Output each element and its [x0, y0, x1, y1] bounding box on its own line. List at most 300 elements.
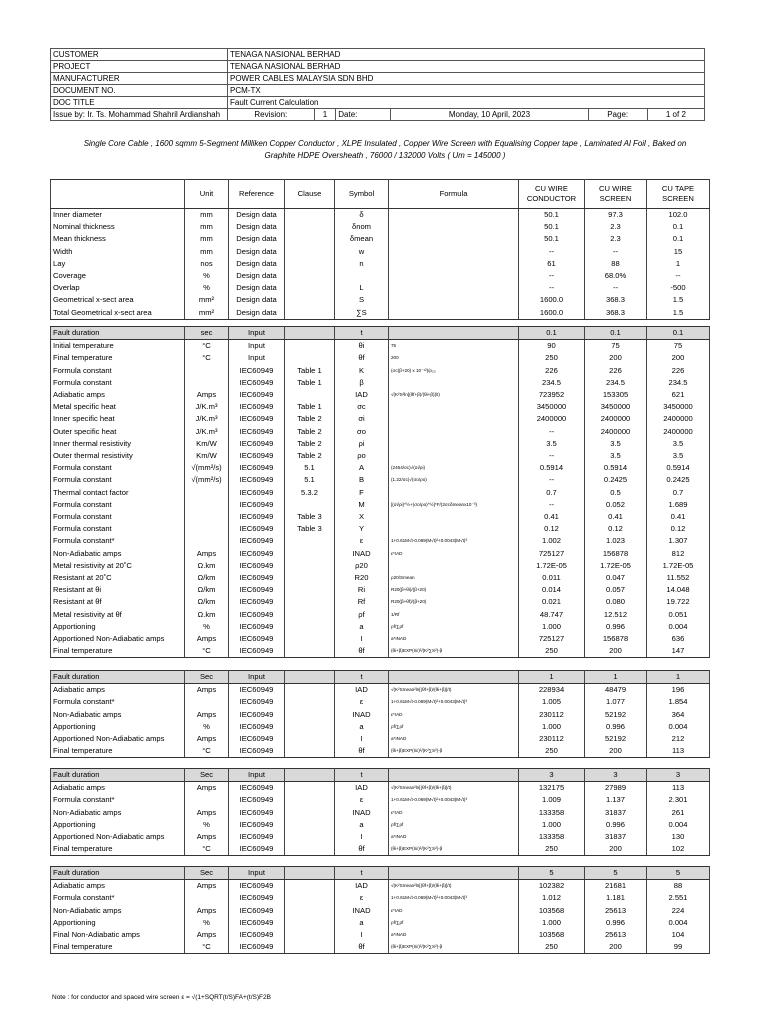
- cell-symbol: a: [335, 621, 389, 633]
- cell-row-label: Formula constant*: [51, 535, 185, 547]
- cell-row-label: Width: [51, 246, 185, 258]
- cell-row-label: Final temperature: [51, 941, 185, 954]
- cell-unit: mm²: [185, 307, 229, 320]
- cell-cu-tape-screen: 11.552: [647, 572, 710, 584]
- cell-symbol: θf: [335, 645, 389, 658]
- cell-formula: 75: [389, 340, 519, 353]
- cell-formula: ε*IAD: [389, 709, 519, 721]
- cell-reference: IEC60949: [229, 535, 285, 547]
- cell-cu-wire-conductor: --: [519, 450, 585, 462]
- cell-symbol: Rf: [335, 596, 389, 608]
- cell-cu-wire-screen: 0.996: [585, 917, 647, 929]
- cell-cu-wire-screen: 1.181: [585, 892, 647, 904]
- cell-cu-wire-conductor: --: [519, 499, 585, 511]
- cell-symbol: ε: [335, 696, 389, 708]
- cell-cu-wire-screen: 25613: [585, 905, 647, 917]
- cell-formula: (θi+β)EXP(I/ε)²/(K²∑S²)-β: [389, 645, 519, 658]
- cell-reference: Design data: [229, 294, 285, 306]
- cell-cu-wire-conductor: 1.012: [519, 892, 585, 904]
- cell-symbol: A: [335, 462, 389, 474]
- cell-cu-tape-screen: 1: [647, 258, 710, 270]
- cell-symbol: I: [335, 929, 389, 941]
- cell-clause: [285, 794, 335, 806]
- cell-cu-wire-screen: 2400000: [585, 413, 647, 425]
- cell-row-label: Nominal thickness: [51, 221, 185, 233]
- cell-cu-tape-screen: --: [647, 270, 710, 282]
- cell-clause: [285, 745, 335, 758]
- cell-cu-tape-screen: 5: [647, 867, 710, 880]
- cell-clause: Table 2: [285, 450, 335, 462]
- cell-row-label: Formula constant: [51, 474, 185, 486]
- cell-cu-wire-screen: 153305: [585, 389, 647, 401]
- cell-formula: [389, 401, 519, 413]
- col-clause: Clause: [285, 180, 335, 209]
- cell-cu-tape-screen: 0.004: [647, 721, 710, 733]
- cell-cu-tape-screen: 200: [647, 352, 710, 364]
- cell-cu-wire-screen: 0.047: [585, 572, 647, 584]
- cell-symbol: σo: [335, 426, 389, 438]
- table-row: [51, 941, 710, 954]
- cell-symbol: ε: [335, 892, 389, 904]
- cell-cu-tape-screen: 261: [647, 807, 710, 819]
- fault-block-5s: [50, 866, 710, 954]
- header-value: TENAGA NASIONAL BERHAD: [228, 49, 705, 61]
- cell-reference: IEC60949: [229, 645, 285, 658]
- cell-row-label: Fault duration: [51, 867, 185, 880]
- header-label: DOCUMENT NO.: [51, 85, 228, 97]
- cell-row-label: Metal specific heat: [51, 401, 185, 413]
- cell-reference: IEC60949: [229, 905, 285, 917]
- table-row: [51, 340, 710, 353]
- cell-reference: IEC60949: [229, 819, 285, 831]
- cell-cu-tape-screen: 2400000: [647, 426, 710, 438]
- cell-cu-wire-conductor: --: [519, 246, 585, 258]
- cell-row-label: Fault duration: [51, 327, 185, 340]
- cell-row-label: Apportioning: [51, 917, 185, 929]
- cell-cu-tape-screen: 0.1: [647, 233, 710, 245]
- cell-row-label: Outer thermal resistivity: [51, 450, 185, 462]
- cell-cu-tape-screen: 15: [647, 246, 710, 258]
- cell-cu-wire-screen: 0.12: [585, 523, 647, 535]
- cell-clause: [285, 721, 335, 733]
- cell-clause: [285, 307, 335, 320]
- cell-unit: %: [185, 721, 229, 733]
- cell-formula: [389, 413, 519, 425]
- cell-reference: IEC60949: [229, 633, 285, 645]
- cell-row-label: Metal resistivity at θf: [51, 609, 185, 621]
- cell-formula: [389, 258, 519, 270]
- cell-cu-wire-screen: 1.023: [585, 535, 647, 547]
- cell-unit: °C: [185, 843, 229, 856]
- table-row: [51, 270, 710, 282]
- cell-formula: [389, 307, 519, 320]
- cell-cu-tape-screen: 0.1: [647, 327, 710, 340]
- cell-row-label: Initial temperature: [51, 340, 185, 353]
- cell-cu-wire-conductor: 1.000: [519, 621, 585, 633]
- cell-formula: √(K²Smean²ln[(θf+β)/(θi+β)]/t): [389, 782, 519, 795]
- cell-cu-wire-screen: 1.137: [585, 794, 647, 806]
- cell-clause: [285, 270, 335, 282]
- cell-unit: °C: [185, 352, 229, 364]
- table-row: [51, 905, 710, 917]
- cell-symbol: R20: [335, 572, 389, 584]
- cell-unit: Amps: [185, 733, 229, 745]
- cell-row-label: Fault duration: [51, 671, 185, 684]
- cell-row-label: Formula constant: [51, 462, 185, 474]
- cell-row-label: Final Non-Adiabatic amps: [51, 929, 185, 941]
- cell-unit: [185, 377, 229, 389]
- cell-cu-wire-conductor: 50.1: [519, 221, 585, 233]
- cell-row-label: Formula constant*: [51, 696, 185, 708]
- cell-cu-wire-conductor: 1600.0: [519, 294, 585, 306]
- table-row: [51, 782, 710, 795]
- cell-reference: IEC60949: [229, 426, 285, 438]
- cell-reference: Input: [229, 327, 285, 340]
- cell-symbol: a: [335, 721, 389, 733]
- cell-clause: [285, 709, 335, 721]
- table-row: [51, 684, 710, 697]
- cell-reference: IEC60949: [229, 584, 285, 596]
- table-row: [51, 474, 710, 486]
- cell-unit: J/K.m³: [185, 413, 229, 425]
- cell-formula: a*INAD: [389, 633, 519, 645]
- cell-unit: °C: [185, 745, 229, 758]
- cell-cu-wire-screen: 0.5914: [585, 462, 647, 474]
- table-row: [51, 745, 710, 758]
- table-row: [51, 401, 710, 413]
- cell-unit: °C: [185, 941, 229, 954]
- cell-unit: [185, 696, 229, 708]
- cell-cu-wire-conductor: --: [519, 282, 585, 294]
- cell-cu-wire-conductor: 725127: [519, 548, 585, 560]
- cell-clause: [285, 246, 335, 258]
- cell-row-label: Metal resistivity at 20˚C: [51, 560, 185, 572]
- table-row: [51, 794, 710, 806]
- cell-cu-tape-screen: 1.5: [647, 294, 710, 306]
- cell-cu-wire-conductor: 61: [519, 258, 585, 270]
- cell-cu-wire-screen: 3.5: [585, 438, 647, 450]
- cell-reference: IEC60949: [229, 401, 285, 413]
- cell-unit: Sec: [185, 769, 229, 782]
- table-row: [51, 246, 710, 258]
- cell-clause: [285, 905, 335, 917]
- cell-symbol: t: [335, 867, 389, 880]
- cell-clause: [285, 327, 335, 340]
- cell-symbol: θf: [335, 352, 389, 364]
- cell-cu-wire-screen: 226: [585, 365, 647, 377]
- cell-formula: [389, 523, 519, 535]
- column-header-row: [51, 180, 710, 209]
- cell-reference: IEC60949: [229, 413, 285, 425]
- cell-cu-tape-screen: 0.004: [647, 819, 710, 831]
- cell-formula: a*INAD: [389, 929, 519, 941]
- table-row: [51, 294, 710, 306]
- cell-cu-wire-screen: 1: [585, 671, 647, 684]
- table-row: [51, 584, 710, 596]
- cell-unit: [185, 535, 229, 547]
- cell-clause: [285, 769, 335, 782]
- cell-clause: Table 3: [285, 511, 335, 523]
- cell-cu-tape-screen: 812: [647, 548, 710, 560]
- cell-row-label: Formula constant*: [51, 892, 185, 904]
- cell-clause: [285, 282, 335, 294]
- cell-unit: Amps: [185, 548, 229, 560]
- cell-formula: √(K²Smean²ln[(θf+β)/(θi+β)]/t): [389, 684, 519, 697]
- col-unit: Unit: [185, 180, 229, 209]
- cell-clause: [285, 892, 335, 904]
- cell-row-label: Apportioned Non-Adiabatic amps: [51, 831, 185, 843]
- cell-clause: Table 1: [285, 401, 335, 413]
- header-row: [51, 85, 705, 97]
- cell-row-label: Formula constant: [51, 377, 185, 389]
- cell-cu-wire-screen: 0.996: [585, 621, 647, 633]
- cell-cu-wire-screen: --: [585, 282, 647, 294]
- cell-cu-tape-screen: 102: [647, 843, 710, 856]
- cell-formula: ρf/∑ρf: [389, 621, 519, 633]
- header-row: [51, 97, 705, 109]
- cell-cu-wire-conductor: 50.1: [519, 209, 585, 222]
- cell-clause: Table 1: [285, 377, 335, 389]
- table-row: [51, 609, 710, 621]
- cell-row-label: Apportioning: [51, 819, 185, 831]
- table-row: [51, 487, 710, 499]
- cell-cu-tape-screen: 113: [647, 782, 710, 795]
- cell-reference: IEC60949: [229, 438, 285, 450]
- cell-unit: nos: [185, 258, 229, 270]
- cell-cu-wire-screen: 0.2425: [585, 474, 647, 486]
- cell-unit: [185, 499, 229, 511]
- cell-unit: Ω/km: [185, 596, 229, 608]
- cell-symbol: θf: [335, 941, 389, 954]
- cell-formula: [389, 769, 519, 782]
- cell-cu-wire-screen: 31837: [585, 807, 647, 819]
- cell-row-label: Final temperature: [51, 745, 185, 758]
- table-row: [51, 819, 710, 831]
- cell-symbol: θf: [335, 745, 389, 758]
- cell-cu-wire-conductor: 1600.0: [519, 307, 585, 320]
- cell-symbol: S: [335, 294, 389, 306]
- cell-cu-wire-conductor: 90: [519, 340, 585, 353]
- cell-unit: mm²: [185, 294, 229, 306]
- cell-cu-wire-conductor: 228934: [519, 684, 585, 697]
- col-symbol: Symbol: [335, 180, 389, 209]
- cell-clause: [285, 609, 335, 621]
- cell-reference: IEC60949: [229, 523, 285, 535]
- table-row: [51, 621, 710, 633]
- cell-cu-tape-screen: 364: [647, 709, 710, 721]
- cell-cu-wire-screen: 0.057: [585, 584, 647, 596]
- cell-symbol: [335, 270, 389, 282]
- cell-formula: (θi+β)EXP(I/ε)²/(K²∑S²)-β: [389, 745, 519, 758]
- cell-formula: [389, 511, 519, 523]
- cell-clause: Table 2: [285, 438, 335, 450]
- cell-formula: ρf/∑ρf: [389, 819, 519, 831]
- cell-clause: [285, 352, 335, 364]
- table-row: [51, 867, 710, 880]
- header-label: CUSTOMER: [51, 49, 228, 61]
- cell-formula: a*INAD: [389, 831, 519, 843]
- col-cu-tape-screen: CU TAPE SCREEN: [647, 180, 710, 209]
- fault-block-1s: [50, 670, 710, 758]
- table-row: [51, 892, 710, 904]
- cell-clause: [285, 867, 335, 880]
- cell-formula: (2464/σc)√(σi/ρi): [389, 462, 519, 474]
- cell-formula: (θi+β)EXP(I/ε)²/(K²∑S²)-β: [389, 843, 519, 856]
- cell-row-label: Resistant at θf: [51, 596, 185, 608]
- cell-row-label: Apportioning: [51, 721, 185, 733]
- cell-symbol: Ri: [335, 584, 389, 596]
- cell-symbol: a: [335, 917, 389, 929]
- cell-clause: [285, 548, 335, 560]
- cell-cu-tape-screen: 0.5914: [647, 462, 710, 474]
- cell-clause: [285, 696, 335, 708]
- cell-cu-wire-conductor: 723952: [519, 389, 585, 401]
- cell-symbol: t: [335, 769, 389, 782]
- cell-symbol: n: [335, 258, 389, 270]
- description-line-2: Graphite HDPE Oversheath , 76000 / 132000 Volts ( Um = 145000 ): [264, 151, 506, 160]
- cell-unit: Amps: [185, 807, 229, 819]
- cell-unit: Amps: [185, 782, 229, 795]
- header-row: [51, 49, 705, 61]
- cell-cu-wire-screen: 52192: [585, 709, 647, 721]
- table-row: [51, 671, 710, 684]
- cell-cu-wire-conductor: 5: [519, 867, 585, 880]
- cell-cu-tape-screen: 1.72E-05: [647, 560, 710, 572]
- cell-clause: 5.1: [285, 474, 335, 486]
- cell-row-label: Adiabatic amps: [51, 389, 185, 401]
- header-row: [51, 61, 705, 73]
- cell-formula: [389, 426, 519, 438]
- cell-reference: Design data: [229, 282, 285, 294]
- cell-formula: ε*IAD: [389, 548, 519, 560]
- cell-cu-wire-conductor: 0.7: [519, 487, 585, 499]
- cell-unit: °C: [185, 645, 229, 658]
- cell-symbol: I: [335, 633, 389, 645]
- table-row: [51, 709, 710, 721]
- cell-cu-wire-conductor: 0.12: [519, 523, 585, 535]
- cell-cu-tape-screen: 0.004: [647, 621, 710, 633]
- cell-cu-wire-conductor: --: [519, 474, 585, 486]
- cell-symbol: B: [335, 474, 389, 486]
- cell-cu-wire-screen: 1.72E-05: [585, 560, 647, 572]
- table-row: [51, 560, 710, 572]
- cell-cu-tape-screen: 14.048: [647, 584, 710, 596]
- cell-row-label: Formula constant: [51, 499, 185, 511]
- page-value: 1 of 2: [647, 109, 704, 121]
- cell-cu-wire-screen: 12.512: [585, 609, 647, 621]
- cell-unit: Amps: [185, 905, 229, 917]
- cell-symbol: ε: [335, 794, 389, 806]
- revision-value: 1: [314, 109, 336, 121]
- cell-cu-wire-screen: 2.3: [585, 221, 647, 233]
- cell-cu-tape-screen: 1.854: [647, 696, 710, 708]
- table-row: [51, 426, 710, 438]
- cell-unit: [185, 892, 229, 904]
- cell-clause: [285, 843, 335, 856]
- cell-unit: mm: [185, 246, 229, 258]
- cell-cu-wire-screen: 0.41: [585, 511, 647, 523]
- cell-row-label: Thermal contact factor: [51, 487, 185, 499]
- cell-reference: IEC60949: [229, 892, 285, 904]
- fault-block-3s: [50, 768, 710, 856]
- cell-symbol: θi: [335, 340, 389, 353]
- cell-cu-wire-screen: 200: [585, 352, 647, 364]
- cell-cu-wire-conductor: 1.005: [519, 696, 585, 708]
- cell-reference: IEC60949: [229, 880, 285, 893]
- revision-label: Revision:: [228, 109, 315, 121]
- cell-unit: %: [185, 282, 229, 294]
- cell-cu-tape-screen: 0.2425: [647, 474, 710, 486]
- cell-formula: √(K²Smean²ln[(θf+β)/(θi+β)]/t): [389, 880, 519, 893]
- table-row: [51, 365, 710, 377]
- cell-symbol: K: [335, 365, 389, 377]
- cell-row-label: Formula constant: [51, 523, 185, 535]
- cell-cu-wire-conductor: 103568: [519, 929, 585, 941]
- cell-unit: Ω/km: [185, 584, 229, 596]
- cell-symbol: INAD: [335, 905, 389, 917]
- cell-symbol: σi: [335, 413, 389, 425]
- cell-reference: Design data: [229, 270, 285, 282]
- cell-clause: [285, 596, 335, 608]
- table-row: [51, 596, 710, 608]
- cell-unit: [185, 523, 229, 535]
- cell-formula: [389, 671, 519, 684]
- cell-clause: [285, 340, 335, 353]
- cell-reference: IEC60949: [229, 621, 285, 633]
- cell-reference: IEC60949: [229, 487, 285, 499]
- cell-cu-wire-screen: 200: [585, 745, 647, 758]
- cell-cu-wire-conductor: 230112: [519, 733, 585, 745]
- cell-symbol: I: [335, 831, 389, 843]
- cell-formula: (σc(β+20) x 10⁻¹²)/ρ₂₀: [389, 365, 519, 377]
- cell-cu-wire-screen: 0.5: [585, 487, 647, 499]
- cell-cu-tape-screen: 3450000: [647, 401, 710, 413]
- cell-clause: [285, 499, 335, 511]
- date-label: Date:: [336, 109, 391, 121]
- cell-row-label: Overlap: [51, 282, 185, 294]
- header-value: TENAGA NASIONAL BERHAD: [228, 61, 705, 73]
- cell-row-label: Final temperature: [51, 843, 185, 856]
- cell-cu-tape-screen: 3: [647, 769, 710, 782]
- cell-clause: [285, 258, 335, 270]
- cell-formula: [(σi/ρi)^½+(σo/ρo)^½]*F/(2σcδmeanx10⁻³): [389, 499, 519, 511]
- cell-cu-wire-conductor: 0.1: [519, 327, 585, 340]
- cell-reference: IEC60949: [229, 548, 285, 560]
- cell-clause: [285, 209, 335, 222]
- cell-cu-wire-conductor: 230112: [519, 709, 585, 721]
- cell-formula: ε*IAD: [389, 807, 519, 819]
- cell-formula: [389, 221, 519, 233]
- cell-symbol: INAD: [335, 709, 389, 721]
- cell-formula: R20(β+θf)/(β+20): [389, 596, 519, 608]
- cell-symbol: ρi: [335, 438, 389, 450]
- cell-cu-wire-conductor: --: [519, 426, 585, 438]
- cell-reference: IEC60949: [229, 474, 285, 486]
- cell-cu-wire-conductor: 1: [519, 671, 585, 684]
- cell-cu-wire-conductor: 250: [519, 645, 585, 658]
- cell-reference: Input: [229, 769, 285, 782]
- issue-row: [51, 109, 705, 121]
- cell-clause: 5.1: [285, 462, 335, 474]
- cell-cu-tape-screen: 2.301: [647, 794, 710, 806]
- cell-cu-wire-conductor: 103568: [519, 905, 585, 917]
- table-row: [51, 389, 710, 401]
- cell-cu-tape-screen: 1.307: [647, 535, 710, 547]
- cell-cu-tape-screen: 0.7: [647, 487, 710, 499]
- cell-cu-wire-screen: 0.052: [585, 499, 647, 511]
- page-label: Page:: [588, 109, 647, 121]
- cell-formula: [389, 327, 519, 340]
